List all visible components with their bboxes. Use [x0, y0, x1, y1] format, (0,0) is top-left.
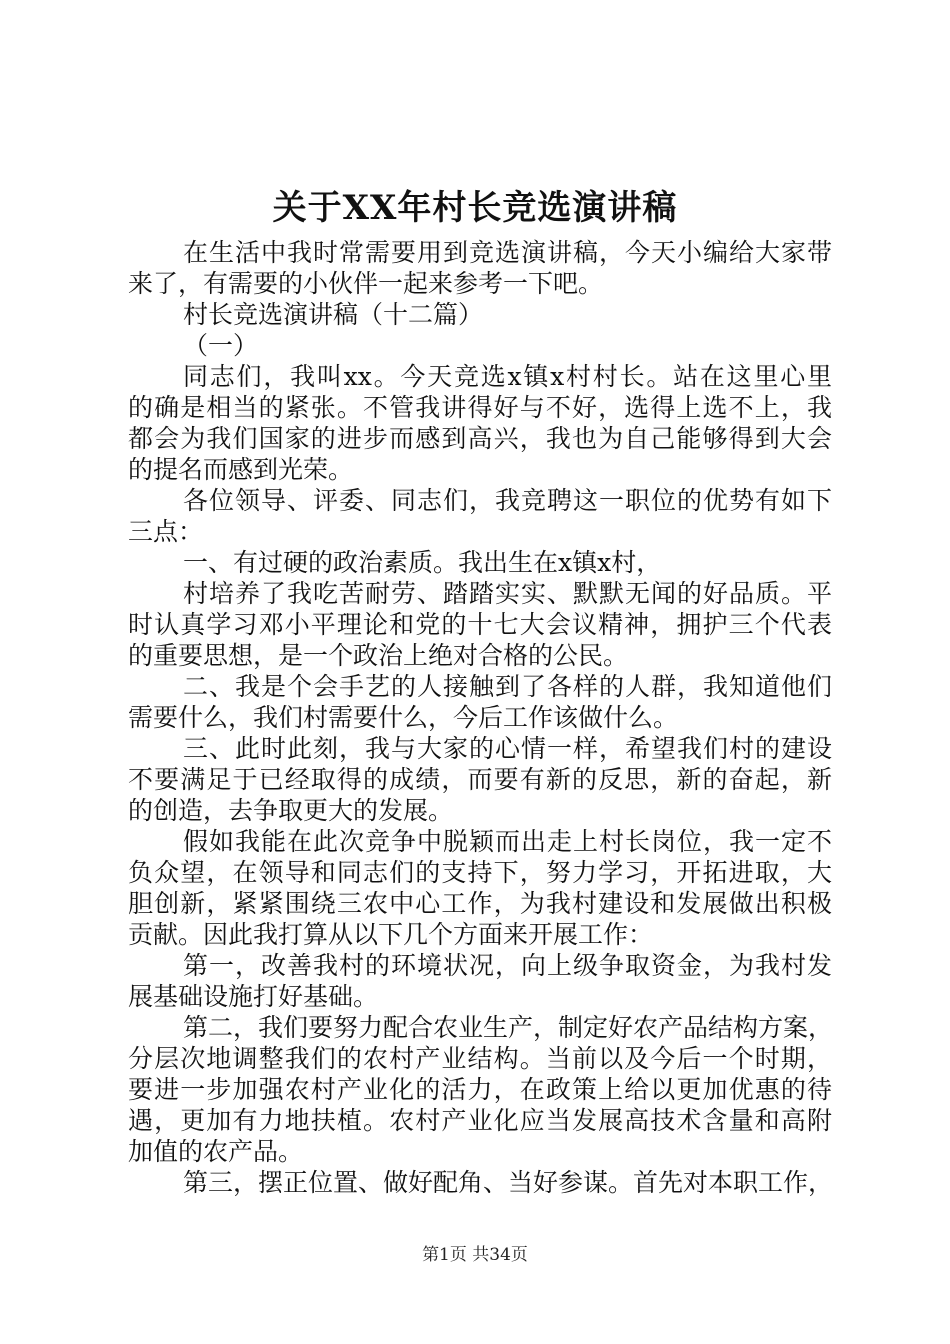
text-line: 村培养了我吃苦耐劳、踏踏实实、默默无闻的好品质。平 — [183, 579, 832, 608]
text-line: 的提名而感到光荣。 — [128, 455, 354, 484]
page-footer: 第1页 共34页 — [422, 1245, 528, 1265]
text-line: 假如我能在此次竞争中脱颖而出走上村长岗位，我一定不 — [183, 827, 832, 856]
text-line: 负众望，在领导和同志们的支持下，努力学习，开拓进取，大 — [128, 858, 832, 887]
text-line: 二、我是个会手艺的人接触到了各样的人群，我知道他们 — [183, 672, 832, 701]
text-line: 第三，摆正位置、做好配角、当好参谋。首先对本职工作， — [183, 1168, 834, 1197]
text-line: 一、有过硬的政治素质。我出生在x镇x村， — [183, 548, 662, 577]
text-line: 不要满足于已经取得的成绩，而要有新的反思，新的奋起，新 — [128, 765, 832, 794]
text-line: 来了，有需要的小伙伴一起来参考一下吧。 — [128, 269, 604, 298]
text-line: 贡献。因此我打算从以下几个方面来开展工作： — [128, 920, 654, 949]
text-line: 都会为我们国家的进步而感到高兴，我也为自己能够得到大会 — [128, 424, 832, 453]
text-line: 展基础设施打好基础。 — [128, 982, 379, 1011]
text-line: 三点： — [128, 517, 204, 546]
text-line: 加值的农产品。 — [128, 1137, 304, 1166]
text-line: 第一，改善我村的环境状况，向上级争取资金，为我村发 — [183, 951, 832, 980]
text-line: 需要什么，我们村需要什么，今后工作该做什么。 — [128, 703, 679, 732]
text-line: 在生活中我时常需要用到竞选演讲稿，今天小编给大家带 — [183, 238, 832, 267]
text-line: 同志们，我叫xx。今天竞选x镇x村村长。站在这里心里 — [183, 362, 832, 391]
text-line: 遇，更加有力地扶植。农村产业化应当发展高技术含量和高附 — [128, 1106, 832, 1135]
text-line: 的确是相当的紧张。不管我讲得好与不好，选得上选不上，我 — [128, 393, 832, 422]
text-line: 各位领导、评委、同志们，我竞聘这一职位的优势有如下 — [183, 486, 832, 515]
text-line: 第二，我们要努力配合农业生产，制定好农产品结构方案， — [183, 1013, 834, 1042]
text-line: 时认真学习邓小平理论和党的十七大会议精神，拥护三个代表 — [128, 610, 832, 639]
text-line: （一） — [183, 331, 259, 360]
document-title: 关于XX年村长竞选演讲稿 — [272, 188, 678, 228]
text-line: 胆创新，紧紧围绕三农中心工作，为我村建设和发展做出积极 — [128, 889, 832, 918]
text-line: 村长竞选演讲稿（十二篇） — [183, 300, 484, 329]
text-line: 的重要思想，是一个政治上绝对合格的公民。 — [128, 641, 629, 670]
text-line: 的创造，去争取更大的发展。 — [128, 796, 454, 825]
text-line: 分层次地调整我们的农村产业结构。当前以及今后一个时期， — [128, 1044, 832, 1073]
text-line: 三、此时此刻，我与大家的心情一样，希望我们村的建设 — [183, 734, 832, 763]
text-line: 要进一步加强农村产业化的活力，在政策上给以更加优惠的待 — [128, 1075, 832, 1104]
document-body — [128, 237, 832, 1198]
